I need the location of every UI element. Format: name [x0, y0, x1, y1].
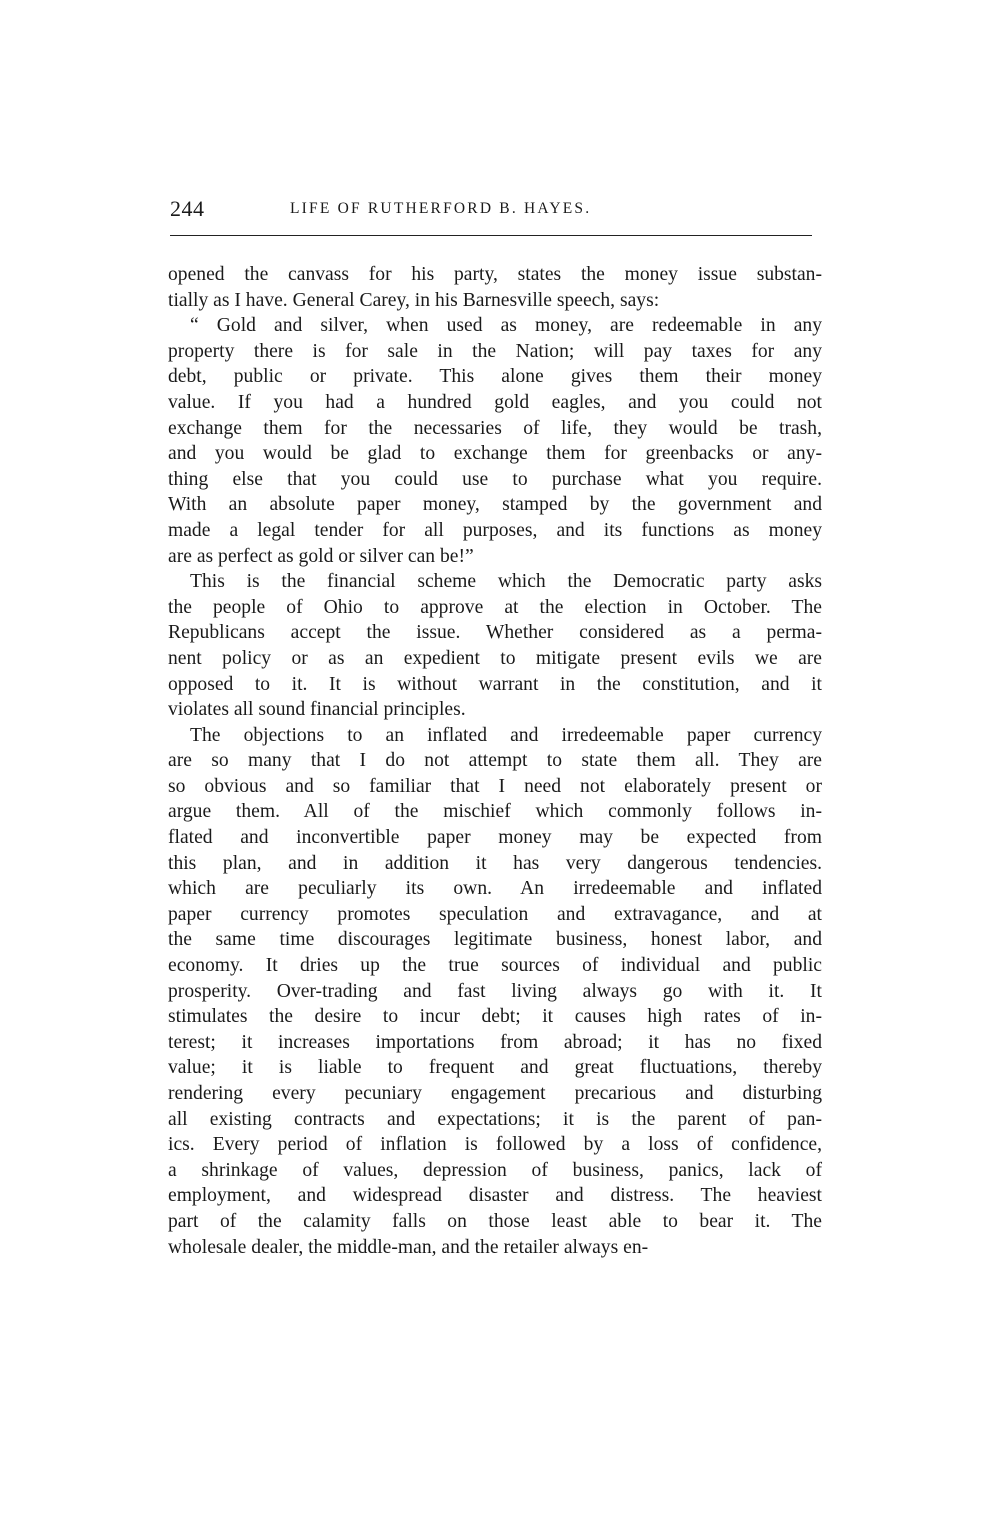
text-line: economy. It dries up the true sources of individual and public: [168, 955, 822, 977]
text-line: wholesale dealer, the middle-man, and the retailer always en-: [168, 1236, 649, 1258]
header-rule: [170, 235, 812, 236]
text-line: value; it is liable to frequent and great fluctuations, thereby: [168, 1057, 822, 1079]
text-line: thing else that you could use to purchase what you require.: [168, 468, 822, 490]
text-line: all existing contracts and expectations; it is the parent of pan-: [168, 1108, 822, 1130]
text-line: a shrinkage of values, depression of business, panics, lack of: [168, 1159, 822, 1181]
paragraph: [168, 569, 822, 723]
text-line: property there is for sale in the Nation; will pay taxes for any: [168, 340, 822, 362]
running-title: LIFE OF RUTHERFORD B. HAYES.: [290, 200, 592, 217]
text-line: this plan, and in addition it has very dangerous tendencies.: [168, 852, 822, 874]
text-line: stimulates the desire to incur debt; it causes high rates of in-: [168, 1006, 822, 1028]
text-line: Republicans accept the issue. Whether considered as a perma-: [168, 622, 822, 644]
text-line: argue them. All of the mischief which commonly follows in-: [168, 801, 822, 823]
text-line: opposed to it. It is without warrant in the constitution, and it: [168, 673, 822, 695]
text-line: “ Gold and silver, when used as money, are redeemable in any: [190, 315, 822, 337]
text-line: which are peculiarly its own. An irredeemable and inflated: [168, 878, 822, 900]
text-line: exchange them for the necessaries of life, they would be trash,: [168, 417, 822, 439]
paragraph: [168, 262, 822, 313]
text-line: are so many that I do not attempt to state them all. They are: [168, 750, 822, 772]
text-line: This is the financial scheme which the Democratic party asks: [190, 571, 822, 593]
text-line: flated and inconvertible paper money may be expected from: [168, 827, 822, 849]
text-line: debt, public or private. This alone gives them their money: [168, 366, 822, 388]
text-line: part of the calamity falls on those least able to bear it. The: [168, 1210, 822, 1232]
text-line: terest; it increases importations from abroad; it has no fixed: [168, 1031, 822, 1053]
paragraph: [168, 313, 822, 569]
running-head: [170, 196, 820, 226]
text-line: so obvious and so familiar that I need not elaborately present or: [168, 775, 822, 797]
text-line: opened the canvass for his party, states the money issue substan-: [168, 264, 822, 285]
paragraph: [168, 723, 822, 1260]
text-line: ics. Every period of inflation is followed by a loss of confidence,: [168, 1134, 822, 1156]
text-line: value. If you had a hundred gold eagles, and you could not: [168, 391, 822, 413]
body-text: [168, 262, 822, 1260]
text-line: The objections to an inflated and irredeemable paper currency: [190, 724, 822, 746]
text-line: prosperity. Over-trading and fast living always go with it. It: [168, 980, 822, 1002]
text-line: nent policy or as an expedient to mitigate present evils we are: [168, 647, 822, 669]
text-line: tially as I have. General Carey, in his Barnesville speech, says:: [168, 289, 660, 311]
page-number: 244: [170, 196, 205, 221]
text-line: With an absolute paper money, stamped by the government and: [168, 494, 822, 516]
text-line: paper currency promotes speculation and extravagance, and at: [168, 903, 822, 925]
text-line: made a legal tender for all purposes, and its functions as money: [168, 519, 822, 541]
text-line: the same time discourages legitimate business, honest labor, and: [168, 929, 822, 951]
text-line: are as perfect as gold or silver can be!”: [168, 545, 474, 567]
text-line: the people of Ohio to approve at the election in October. The: [168, 596, 822, 618]
text-line: and you would be glad to exchange them for greenbacks or any-: [168, 443, 822, 465]
text-line: violates all sound financial principles.: [168, 699, 466, 721]
text-line: employment, and widespread disaster and distress. The heaviest: [168, 1185, 822, 1207]
text-line: rendering every pecuniary engagement precarious and disturbing: [168, 1083, 822, 1104]
